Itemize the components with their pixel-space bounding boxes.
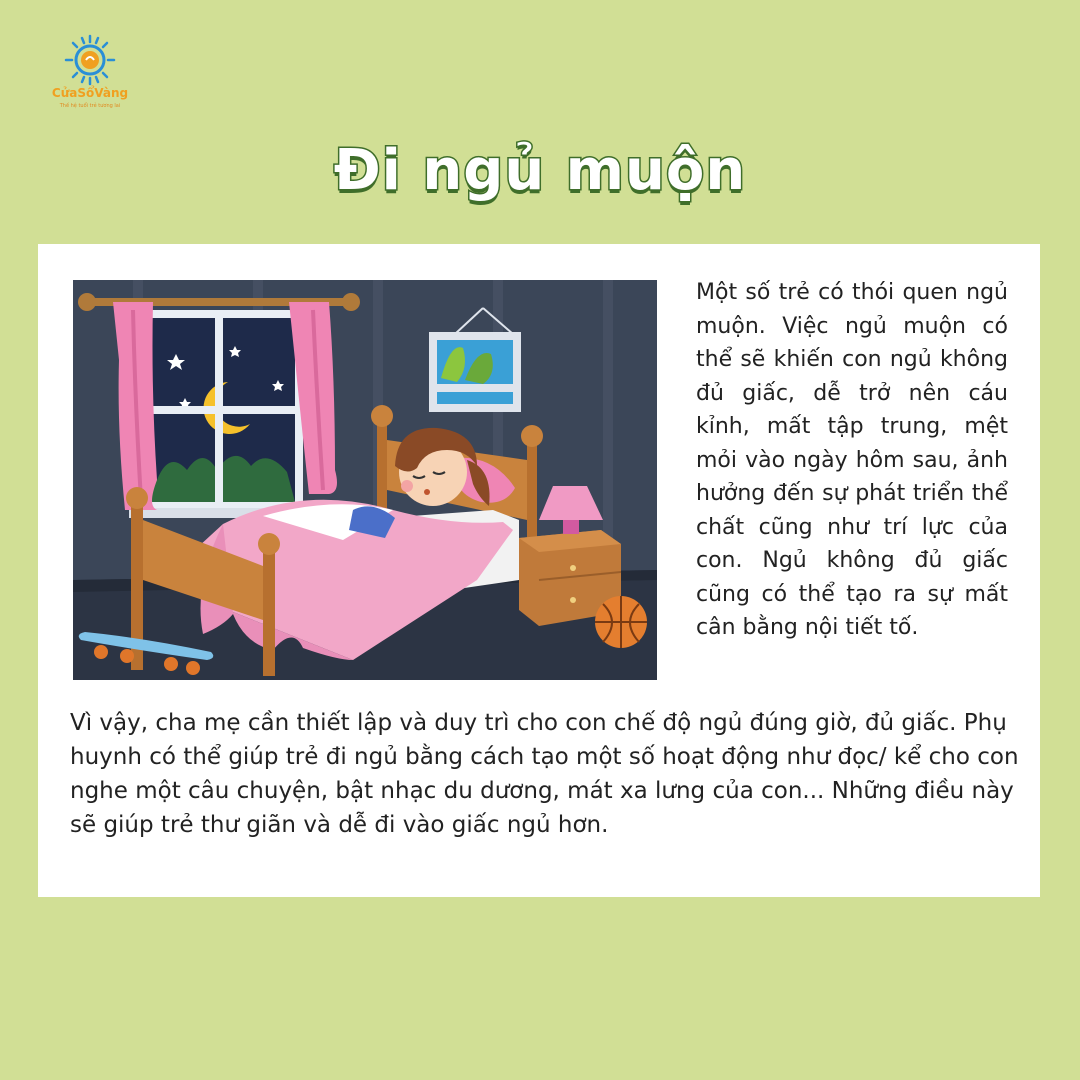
content-card [38, 244, 1040, 897]
page-title: Đi ngủ muộn [333, 138, 747, 203]
bottom-paragraph: Vì vậy, cha mẹ cần thiết lập và duy trì cho con chế độ ngủ đúng giờ, đủ giấc. Phụ huynh có thể giúp trẻ đi ngủ bằng cách tạo một số hoạt động như đọc/ kể cho con nghe một câu chuyện, bật nhạc du dương, mát xa lưng của con... Những điều này sẽ giúp trẻ thư giãn và dễ đi vào giấc ngủ hơn. [70, 710, 1019, 838]
brand-name: CửaSổVàng [51, 86, 129, 100]
brand-tagline: Thế hệ tuổi trẻ tương lai [59, 103, 121, 109]
sun-icon [40, 30, 140, 90]
side-paragraph: Một số trẻ có thói quen ngủ muộn. Việc ngủ muộn có thể sẽ khiến con ngủ không đủ giấc, dễ trở nên cáu kỉnh, mất tập trung, mệt mỏi vào ngày hôm sau, ảnh hưởng đến sự phát triển thể chất cũng như trí lực của con. Ngủ không đủ giấc cũng có thể tạo ra sự mất cân bằng nội tiết tố. [696, 280, 1008, 640]
brand-logo [40, 30, 140, 120]
sleeping-child-illustration [73, 280, 657, 680]
